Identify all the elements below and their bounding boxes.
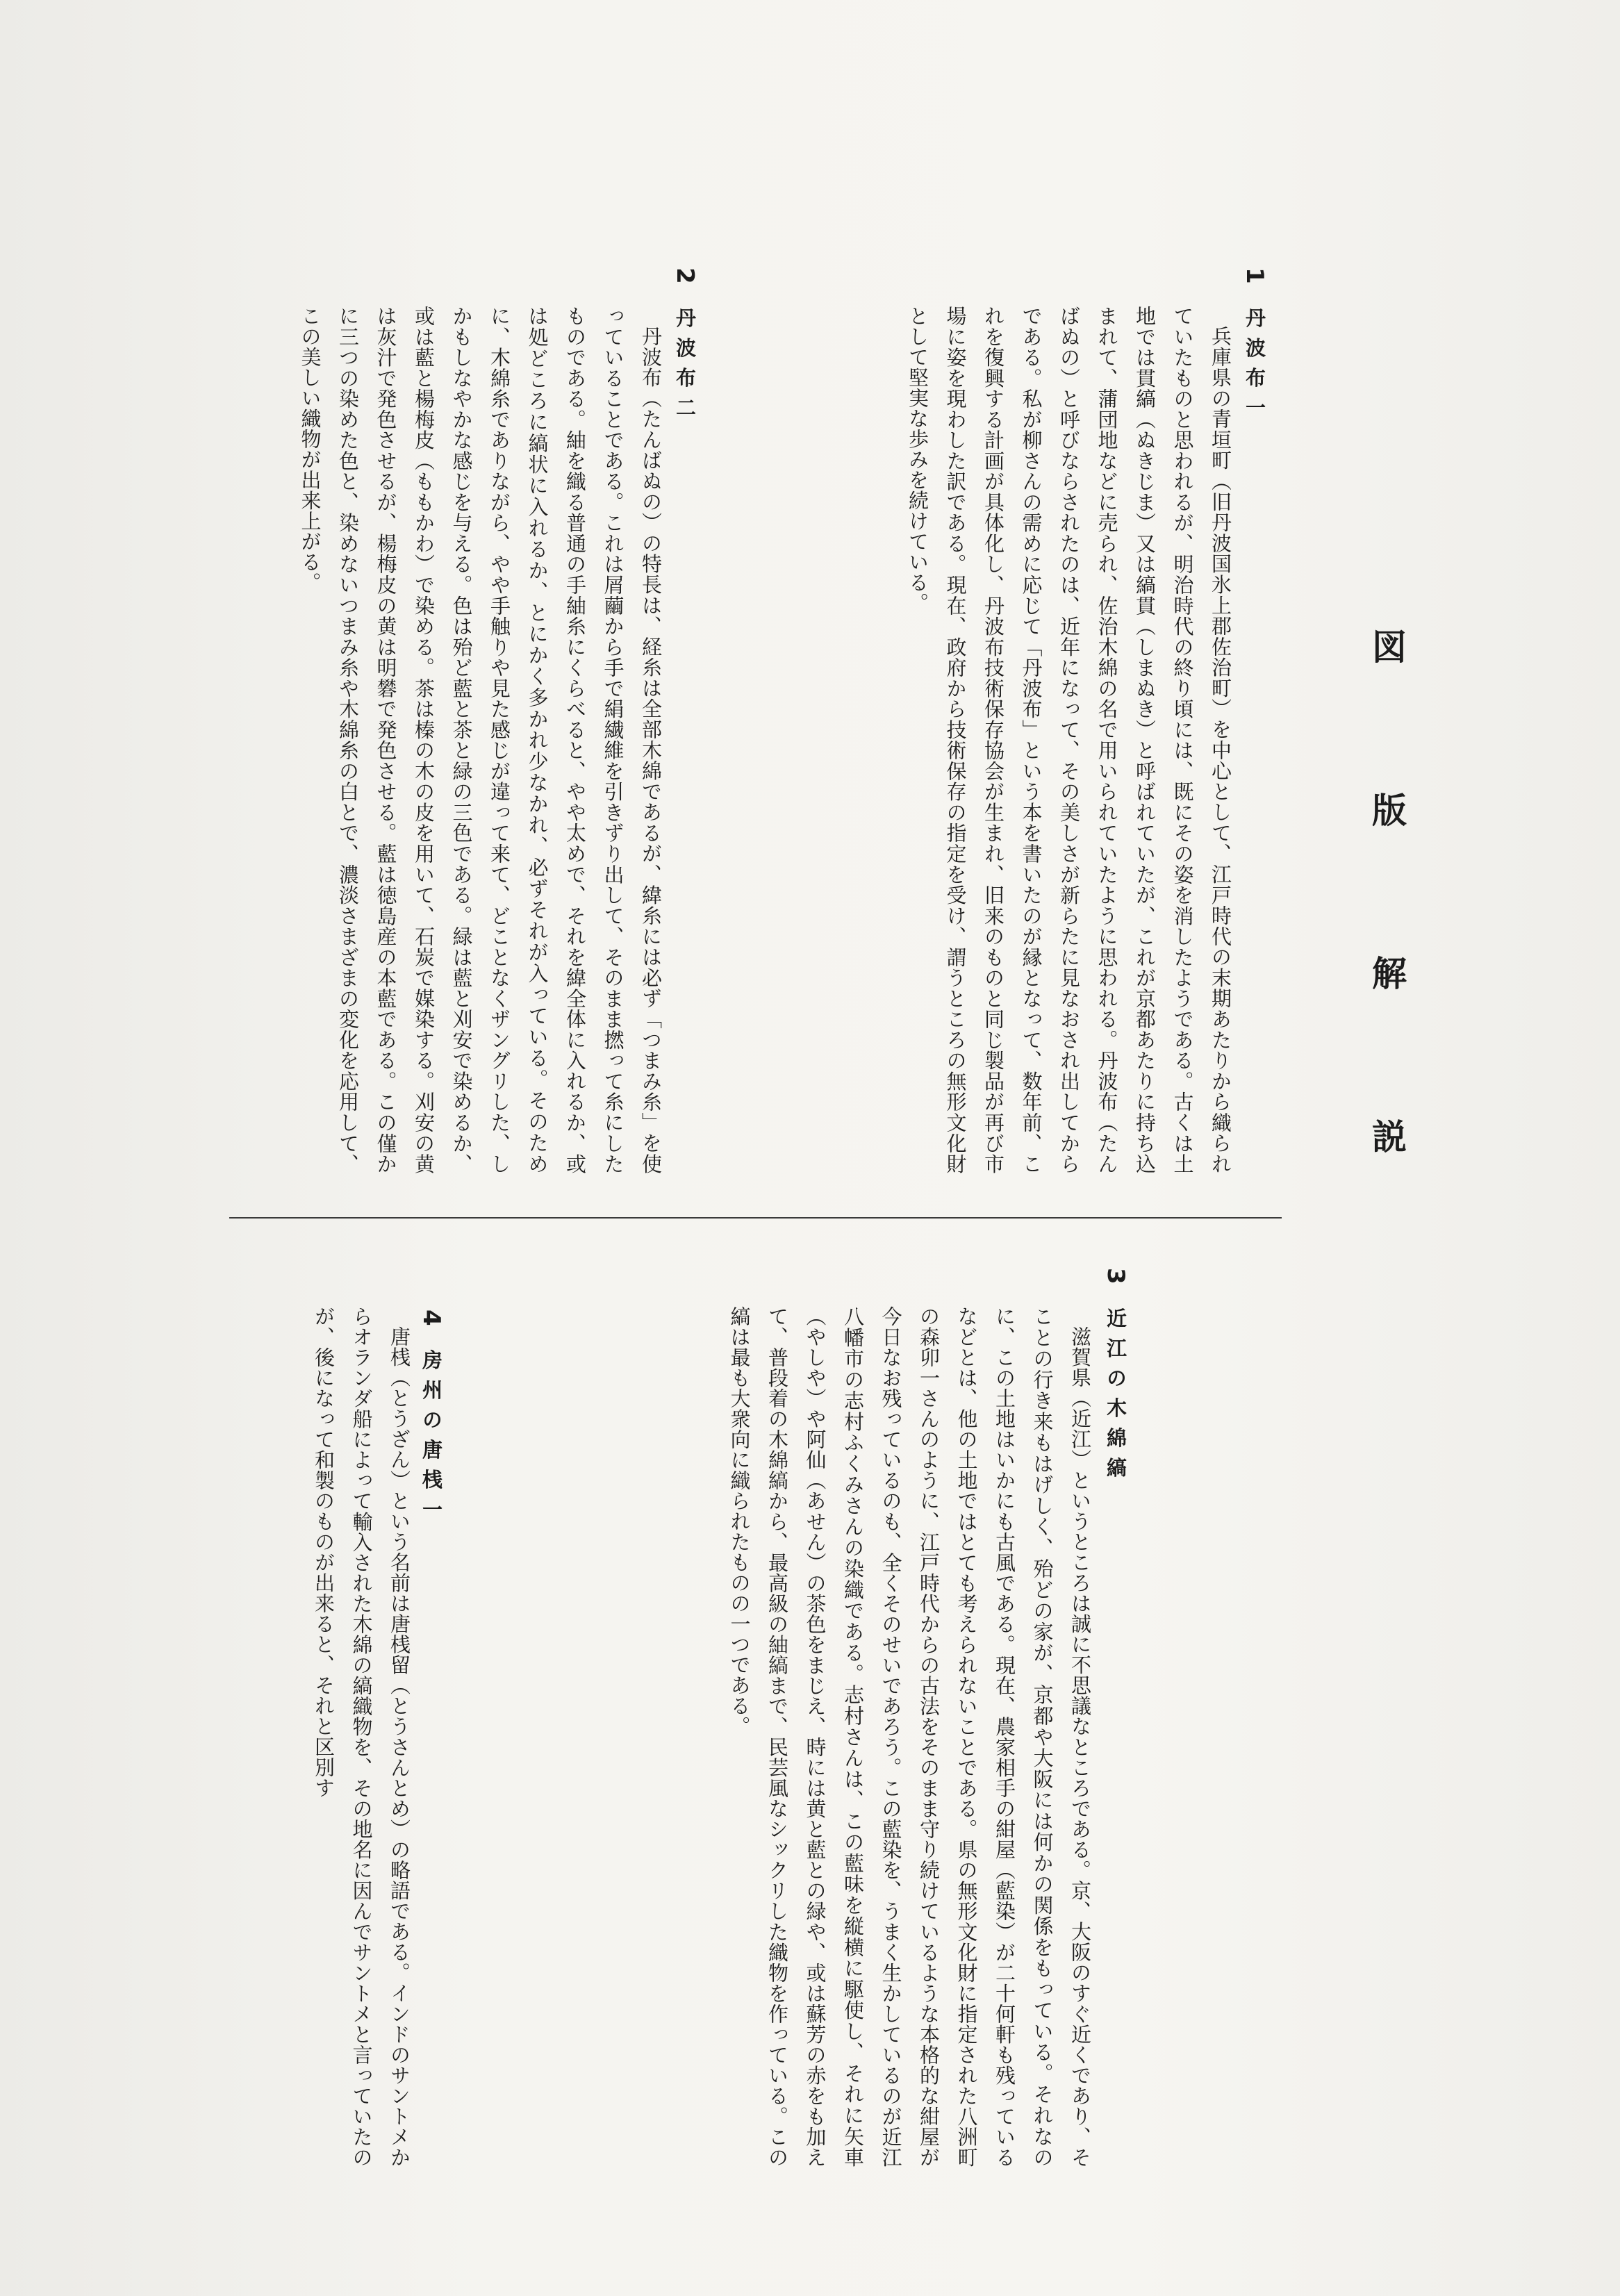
section-divider xyxy=(229,1217,1282,1219)
section-4-paragraph: 唐桟（とうざん）という名前は唐桟留（とうさんとめ）の略語である。インドのサントメからオランダ船によって輸入された木綿の縞織物を、その地名に因んでサントメと言っていたのが、後になって和製のものが出来ると、それと区別す xyxy=(312,1306,411,2167)
section-1-paragraph: 兵庫県の青垣町（旧丹波国氷上郡佐治町）を中心として、江戸時代の末期あたりから織られていたものと思われるが、明治時代の終り頃には、既にその姿を消したようである。古くは土地では貫縞（ぬきじま）又は縞貫（しまぬき）と呼ばれていたが、これが京都あたりに持ち込まれて、蒲団地などに売られ、佐治木綿の名で用いられていたように思われる。丹波布（たんばぬの）と呼びならされたのは、近年になって、その美しさが新らたに見なおされ出してからである。私が柳さんの需めに応じて「丹波布」という本を書いたのが縁となって、数年前、これを復興する計画が具体化し、丹波布技術保存協会が生まれ、旧来のものと同じ製品が再び市場に姿を現わした訳である。現在、政府から技術保存の指定を受け、謂うところの無形文化財として堅実な歩みを続けている。 xyxy=(906,306,1232,1175)
section-2-number: 2 xyxy=(671,267,699,294)
section-3-paragraph: 滋賀県（近江）というところは誠に不思議なところである。京、大阪のすぐ近くであり、そことの行き来もはげしく、殆どの家が、京都や大阪には何かの関係をもっている。それなのに、この土地はいかにも古風である。現在、農家相手の紺屋（藍染）が二十何軒も残っているなどとは、他の土地ではとても考えられないことである。県の無形文化財に指定された八洲町の森卯一さんのように、江戸時代からの古法をそのまま守り続けているような本格的な紺屋が今日なお残っているのも、全くそのせいであろう。この藍染を、うまく生かしているのが近江八幡市の志村ふくみさんの染織である。志村さんは、この藍味を縦横に駆使し、それに矢車（やしや）や阿仙（あせん）の茶色をまじえ、時には黄と藍との緑や、或は蘇芳の赤をも加えて、普段着の木綿縞から、最高級の紬縞まで、民芸風なシックリした織物を作っている。この縞は最も大衆向に織られたものの一つである。 xyxy=(727,1306,1092,2168)
section-4-number: 4 xyxy=(418,1310,445,1336)
section-2-title: 丹波布二 xyxy=(673,307,697,427)
section-4-title: 房州の唐桟一 xyxy=(420,1349,443,1529)
section-1-title: 丹波布一 xyxy=(1243,307,1266,427)
section-2-body xyxy=(0,306,670,1174)
section-3-number: 3 xyxy=(1102,1268,1130,1294)
section-2-paragraph: 丹波布（たんばぬの）の特長は、経糸は全部木綿であるが、緯糸には必ず「つまみ糸」を使っていることである。これは屑繭から手で絹繊維を引きずり出して、そのまま撚って糸にしたものである。紬を織る普通の手紬糸にくらべると、やや太めで、それを緯全体に入れるか、或は処どころに縞状に入れるか、とにかく多かれ少なかれ、必ずそれが入っている。そのために、木綿糸でありながら、やや手触りや見た感じが違って来て、どことなくザングリした、しかもしなやかな感じを与える。色は殆ど藍と茶と緑の三色である。緑は藍と刈安で染めるか、或は藍と楊梅皮（ももかわ）で染める。茶は榛の木の皮を用いて、石炭で媒染する。刈安の黄は灰汁で発色させるが、楊梅皮の黄は明礬で発色させる。藍は徳島産の本藍である。この僅かに三つの染めた色と、染めないつまみ糸や木綿糸の白とで、濃淡さまざまの変化を応用して、この美しい織物が出来上がる。 xyxy=(298,306,663,1175)
section-4-heading xyxy=(418,1310,446,1726)
section-4-body xyxy=(224,1306,418,2167)
section-1-heading xyxy=(1241,267,1269,684)
page-title: 図版解説 xyxy=(1366,629,1407,1282)
section-1-body xyxy=(753,306,1239,1174)
section-2-heading xyxy=(671,267,700,684)
section-3-body xyxy=(536,1306,1099,2167)
section-3-title: 近江の木綿縞 xyxy=(1104,1307,1127,1487)
section-3-heading xyxy=(1102,1268,1130,1685)
section-1-number: 1 xyxy=(1241,267,1268,294)
